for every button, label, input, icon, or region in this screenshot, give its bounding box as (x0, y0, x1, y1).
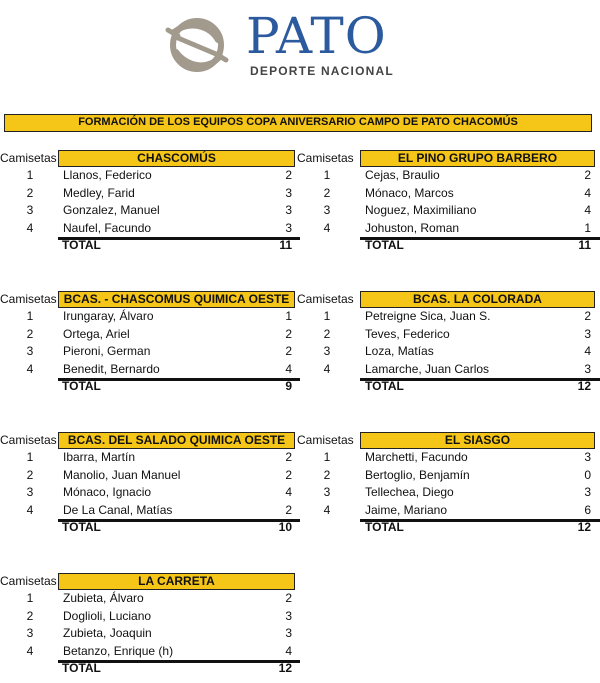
shirt-number: 1 (26, 450, 34, 464)
player-row (303, 167, 600, 185)
team-total (62, 238, 292, 252)
team-total (365, 238, 591, 252)
player-name: De La Canal, Matías (63, 502, 173, 517)
player-handicap: 4 (285, 643, 292, 658)
total-value: 11 (578, 238, 591, 252)
player-name: Benedit, Bernardo (63, 361, 160, 376)
player-handicap: 3 (584, 326, 591, 341)
player-handicap: 2 (285, 344, 292, 358)
team-block-bcas-chascomus (0, 291, 300, 401)
player-row (0, 590, 300, 608)
shirt-number: 1 (26, 591, 34, 605)
total-value: 11 (279, 238, 292, 252)
camisetas-label: Camisetas (0, 151, 57, 165)
total-value: 12 (577, 379, 591, 393)
player-name: Doglioli, Luciano (63, 608, 152, 623)
pato-logo (162, 8, 422, 84)
player-row (0, 484, 300, 502)
camisetas-label: Camisetas (0, 574, 57, 588)
player-handicap: 6 (584, 502, 591, 517)
team-total (365, 379, 591, 393)
camisetas-label: Camisetas (0, 433, 57, 447)
player-handicap: 3 (285, 185, 292, 200)
team-name: BCAS. - CHASCOMUS QUIMICA OESTE (58, 291, 295, 308)
player-row (303, 484, 600, 502)
camisetas-label: Camisetas (297, 433, 354, 447)
shirt-number: 1 (323, 450, 331, 464)
shirt-number: 2 (323, 326, 331, 341)
total-label: TOTAL (62, 520, 101, 534)
team-total (62, 379, 292, 393)
player-row (323, 502, 600, 523)
player-row (303, 467, 600, 485)
player-row (0, 608, 300, 626)
player-name: Gonzalez, Manuel (63, 203, 160, 217)
shirt-number: 3 (323, 485, 331, 499)
team-name: CHASCOMÚS (58, 150, 295, 167)
total-label: TOTAL (62, 661, 101, 675)
player-row (26, 502, 300, 523)
player-handicap: 2 (285, 502, 292, 517)
shirt-number: 1 (26, 168, 34, 182)
shirt-number: 3 (323, 344, 331, 358)
player-name: Zubieta, Álvaro (63, 591, 144, 605)
player-name: Petreigne Sica, Juan S. (365, 309, 491, 323)
player-name: Ibarra, Martín (63, 450, 136, 464)
logo-subtitle: DEPORTE NACIONAL (250, 64, 394, 78)
player-row (0, 185, 300, 203)
player-handicap: 3 (285, 608, 292, 623)
player-handicap: 3 (285, 220, 292, 235)
player-row (303, 308, 600, 326)
player-row (323, 220, 600, 241)
player-name: Ortega, Ariel (63, 326, 130, 341)
total-label: TOTAL (365, 520, 404, 534)
shirt-number: 3 (323, 203, 331, 217)
pato-ball-icon (164, 12, 230, 78)
player-handicap: 0 (584, 467, 591, 482)
camisetas-label: Camisetas (0, 292, 57, 306)
shirt-number: 2 (26, 467, 34, 482)
team-name: BCAS. LA COLORADA (360, 291, 595, 308)
shirt-number: 4 (323, 361, 331, 376)
player-handicap: 4 (285, 361, 292, 376)
team-name: LA CARRETA (58, 573, 295, 590)
player-handicap: 2 (285, 326, 292, 341)
total-value: 12 (278, 661, 292, 675)
page-title: FORMACIÓN DE LOS EQUIPOS COPA ANIVERSARIO CAMPO DE PATO CHACOMÚS (4, 114, 592, 132)
player-name: Loza, Matías (365, 344, 434, 358)
total-label: TOTAL (365, 238, 404, 252)
player-row (0, 326, 300, 344)
player-row (26, 643, 300, 664)
total-label: TOTAL (62, 379, 101, 393)
player-row (0, 202, 300, 220)
player-handicap: 4 (584, 203, 591, 217)
player-row (323, 361, 600, 382)
player-handicap: 2 (285, 168, 292, 182)
shirt-number: 1 (323, 309, 331, 323)
player-handicap: 2 (584, 309, 591, 323)
player-name: Naufel, Facundo (63, 220, 152, 235)
player-name: Mónaco, Ignacio (63, 485, 152, 499)
player-name: Tellechea, Diego (365, 485, 454, 499)
player-handicap: 1 (584, 220, 591, 235)
player-row (26, 220, 300, 241)
player-row (0, 449, 300, 467)
player-row (0, 343, 300, 361)
player-name: Jaime, Mariano (365, 502, 448, 517)
player-row (0, 625, 300, 643)
team-total (62, 520, 292, 534)
player-handicap: 4 (584, 185, 591, 200)
shirt-number: 4 (26, 502, 34, 517)
team-block-chascomus (0, 150, 300, 260)
player-handicap: 4 (285, 485, 292, 499)
player-handicap: 3 (584, 450, 591, 464)
camisetas-label: Camisetas (297, 151, 354, 165)
team-block-el-siasgo (297, 432, 600, 542)
player-name: Noguez, Maximiliano (365, 203, 477, 217)
player-handicap: 4 (584, 344, 591, 358)
player-name: Mónaco, Marcos (365, 185, 454, 200)
total-value: 10 (278, 520, 292, 534)
logo-word: PATO (246, 7, 387, 65)
player-row (303, 185, 600, 203)
shirt-number: 3 (26, 203, 34, 217)
player-handicap: 2 (285, 467, 292, 482)
shirt-number: 2 (26, 185, 34, 200)
team-name: EL PINO GRUPO BARBERO (360, 150, 595, 167)
player-row (0, 167, 300, 185)
player-name: Betanzo, Enrique (h) (63, 643, 174, 658)
player-name: Zubieta, Joaquin (63, 626, 152, 640)
camisetas-label: Camisetas (297, 292, 354, 306)
shirt-number: 4 (26, 361, 34, 376)
player-row (26, 361, 300, 382)
team-block-el-pino (297, 150, 600, 260)
shirt-number: 3 (26, 344, 34, 358)
team-name: BCAS. DEL SALADO QUIMICA OESTE (58, 432, 295, 449)
player-handicap: 2 (285, 591, 292, 605)
player-name: Irungaray, Álvaro (63, 309, 154, 323)
player-handicap: 2 (584, 168, 591, 182)
shirt-number: 1 (323, 168, 331, 182)
player-row (0, 308, 300, 326)
player-handicap: 3 (584, 485, 591, 499)
player-handicap: 2 (285, 450, 292, 464)
shirt-number: 4 (323, 502, 331, 517)
player-name: Teves, Federico (365, 326, 450, 341)
player-name: Llanos, Federico (63, 168, 152, 182)
shirt-number: 2 (26, 608, 34, 623)
shirt-number: 3 (26, 626, 34, 640)
shirt-number: 3 (26, 485, 34, 499)
player-row (303, 202, 600, 220)
team-name: EL SIASGO (360, 432, 595, 449)
player-handicap: 3 (285, 203, 292, 217)
team-total (365, 520, 591, 534)
player-name: Johuston, Roman (365, 220, 460, 235)
team-total (62, 661, 292, 675)
player-name: Medley, Farid (63, 185, 135, 200)
player-handicap: 3 (584, 361, 591, 376)
total-label: TOTAL (62, 238, 101, 252)
player-handicap: 3 (285, 626, 292, 640)
player-name: Lamarche, Juan Carlos (365, 361, 490, 376)
shirt-number: 4 (26, 643, 34, 658)
player-name: Marchetti, Facundo (365, 450, 468, 464)
player-row (0, 467, 300, 485)
shirt-number: 4 (323, 220, 331, 235)
player-row (303, 449, 600, 467)
player-name: Cejas, Braulio (365, 168, 440, 182)
shirt-number: 4 (26, 220, 34, 235)
shirt-number: 2 (26, 326, 34, 341)
total-value: 9 (285, 379, 292, 393)
team-block-bcas-del-salado (0, 432, 300, 542)
player-row (303, 326, 600, 344)
player-name: Bertoglio, Benjamín (365, 467, 470, 482)
total-value: 12 (577, 520, 591, 534)
team-block-la-colorada (297, 291, 600, 401)
player-name: Pieroni, German (63, 344, 151, 358)
shirt-number: 2 (323, 467, 331, 482)
team-block-la-carreta (0, 573, 300, 683)
shirt-number: 1 (26, 309, 34, 323)
shirt-number: 2 (323, 185, 331, 200)
player-row (303, 343, 600, 361)
total-label: TOTAL (365, 379, 404, 393)
player-handicap: 1 (285, 309, 292, 323)
player-name: Manolio, Juan Manuel (63, 467, 181, 482)
